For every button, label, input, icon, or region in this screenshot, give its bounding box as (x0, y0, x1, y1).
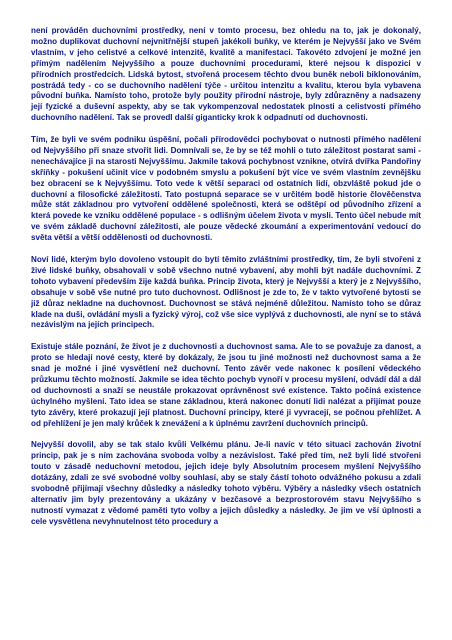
paragraph: Nejvyšší dovolil, aby se tak stalo kvůli Velkému plánu. Je-li navíc v této situaci zachován životní princip, pak je s ním zachována svoboda volby a nezávislost. Také před tím, než byli lidé stvořeni touto v zásadě neduchovní metodou, jejich ideje byly Absolutním procesem myšlení Nejvyššího dotázány, zdali ze své svobodné volby souhlasí, aby se staly částí tohoto odvážného pokusu a zdali svobodně přijímají všechny důsledky a následky tohoto výběru. Výběry a následky všech ostatních alternativ jim byly prezentovány a ukázány v bezčasové a bezprostorovém stavu Nejvyššího s nutností vymazat z vědomé paměti tyto volby a jejich důsledky a následky. Je jim ve vší úplnosti a cele vysvětlena nevyhnutelnost této procedury a (31, 440, 421, 526)
paragraph: není prováděn duchovními prostředky, není v tomto procesu, bez ohledu na to, jak je dokonalý, možno duplikovat duchovní nejvnitřnější stupeň jakékoli buňky, ve kterém je Nejvyšší jako ve Svém vlastním, v jeho celistvé a celkové intenzitě, kvalitě a manifestaci. Takovéto zdvojení je možné jen přímým nadělením Nejvyššího a pouze duchovními procedurami, které nejsou k dispozici v přírodních prostředcích. Lidská bytost, stvořená procesem těchto dvou buněk neboli biklonováním, postrádá tedy - co se duchovního nadělení týče - určitou intenzitu a kvalitu, kterou byla vybavena původní buňka. Namísto toho, protože byly použity přírodní nástroje, byly zdůrazněny a nadsazeny její fyzické a duševní aspekty, aby se tak vykompenzoval nedostatek plnosti a celistvosti přímého duchovního nadělení. Tak se provedl další giganticky krok k odpadnutí od duchovnosti. (31, 26, 421, 123)
paragraph: Existuje stále poznání, že život je z duchovnosti a duchovnost sama. Ale to se považuje za danost, a proto se hledají nové cesty, které by dokázaly, že jsou tu jiné možnosti než duchovnost sama a že snad je možné i jiné vysvětlení než duchovní. Tento závěr vede nakonec k posílení vědeckého průzkumu těchto možností. Jakmile se idea těchto pochyb vynoří v procesu myšlení, odvádí dál a dál od duchovnosti a snaží se neustále prokazovat oprávněnost své existence. Takto počíná existence úchylného myšlení. Tato idea se stane základnou, která nakonec donutí lidi nalézat a přijímat pouze tyto závěry, které prokazují její platnost. Duchovní principy, které ji vyvracejí, se počnou přehlížet. A od přehlížení je jen malý krůček k znevážení a k úplnému zavržení duchovních principů. (31, 342, 421, 428)
paragraph: Noví lidé, kterým bylo dovoleno vstoupit do bytí těmito zvláštními prostředky, tím, že byli stvořeni z živé lidské buňky, obsahovali v sobě všechno nutné vybavení, aby mohli být nadále duchovními. Z tohoto vybavení především žije každá buňka. Princip života, který je Nejvyšší a který je z Nejvyššího, obsahuje v sobě vše nutné pro tuto duchovnost. Odlišnost je zde to, že v takto vytvořené bytosti se již důraz nekladne na duchovnost. Duchovnost se stává nejméně důležitou. Namísto toho se důraz klade na duši, ovládání mysli a fyzický výroj, což vše sice vyplývá z duchovnosti, ale nyní se to stává nezávislým na jejích principech. (31, 255, 421, 330)
paragraph: Tím, že byli ve svém podniku úspěšní, počali přírodovědci pochybovat o nutnosti přímého nadělení od Nejvyššího při snaze stvořit lidi. Domnívali se, že by se též mohli o tuto záležitost postarat sami - nenechávajíce ji na starosti Nejvyššímu. Jakmile taková pochybnost vznikne, otvírá dvířka Pandořiny skříňky - pokušení učinit více v podobném smyslu a pokušení být více ve svém vlastním zevnějšku bez obracení se k Nejvyššímu. Toto vede k větší separaci od ostatních lidí, obzvláště pokud jde o duchovní a filosofické záležitosti. Tato postupná separace se v určitém bodě historie člověčenstva může stát základnou pro vytvoření oddělené společnosti, která se odštěpí od původního zřízení a která povede ke vzniku oddělené populace - s odlišným účelem života v mysli. Tento účel nebude mít ve svém základě duchovní záležitosti, ale pouze vědecké zkoumání a experimentování vedoucí do světa větší a větší oddělenosti od duchovnosti. (31, 135, 421, 243)
document-page (31, 26, 421, 539)
